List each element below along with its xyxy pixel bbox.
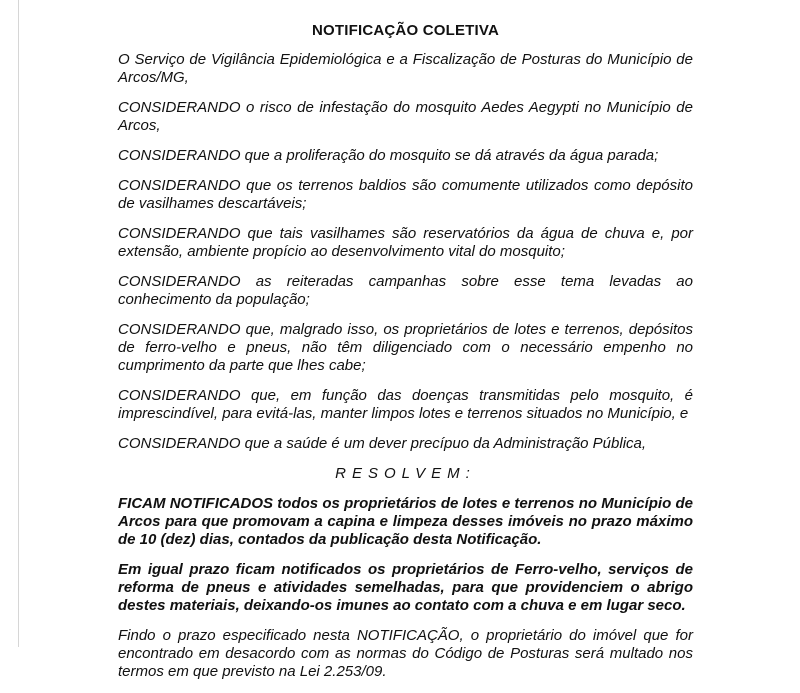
- considerando-paragraph-4: CONSIDERANDO que tais vasilhames são reservatórios da água de chuva e, por extensão, ambiente propício ao desenvolvimento vital do mosquito;: [118, 225, 693, 260]
- considerando-paragraph-2: CONSIDERANDO que a proliferação do mosquito se dá através da água parada;: [118, 147, 659, 164]
- considerando-paragraph-6: CONSIDERANDO que, malgrado isso, os proprietários de lotes e terrenos, depósitos de ferro-velho e pneus, não têm diligenciado com o necessário empenho no cumprimento da parte que lhes cabe;: [118, 321, 693, 374]
- document-title: NOTIFICAÇÃO COLETIVA: [311, 22, 500, 39]
- page-edge-divider: [18, 0, 19, 647]
- considerando-paragraph-5: CONSIDERANDO as reiteradas campanhas sobre esse tema levadas ao conhecimento da população;: [118, 273, 693, 308]
- resolvem-heading: RESOLVEM:: [335, 465, 476, 482]
- considerando-paragraph-1: CONSIDERANDO o risco de infestação do mosquito Aedes Aegypti no Município de Arcos,: [118, 99, 693, 134]
- document-body: [118, 22, 693, 693]
- considerando-paragraph-7: CONSIDERANDO que, em função das doenças transmitidas pelo mosquito, é imprescindível, para evitá-las, manter limpos lotes e terrenos situados no Município, e: [118, 387, 693, 422]
- penalty-paragraph: Findo o prazo especificado nesta NOTIFICAÇÃO, o proprietário do imóvel que for encontrado em desacordo com as normas do Código de Posturas será multado nos termos em que previsto na Lei 2.253/09.: [118, 627, 693, 680]
- intro-paragraph: O Serviço de Vigilância Epidemiológica e a Fiscalização de Posturas do Município de Arcos/MG,: [118, 51, 693, 86]
- notification-paragraph-lots: FICAM NOTIFICADOS todos os proprietários de lotes e terrenos no Município de Arcos para que promovam a capina e limpeza desses imóveis no prazo máximo de 10 (dez) dias, contados da publicação desta Notificação.: [118, 495, 693, 548]
- notification-paragraph-scrap: Em igual prazo ficam notificados os proprietários de Ferro-velho, serviços de reforma de pneus e atividades semelhadas, para que providenciem o abrigo destes materiais, deixando-os imunes ao contato com a chuva e em lugar seco.: [118, 561, 693, 614]
- considerando-paragraph-3: CONSIDERANDO que os terrenos baldios são comumente utilizados como depósito de vasilhames descartáveis;: [118, 177, 693, 212]
- considerando-paragraph-8: CONSIDERANDO que a saúde é um dever precípuo da Administração Pública,: [118, 435, 647, 452]
